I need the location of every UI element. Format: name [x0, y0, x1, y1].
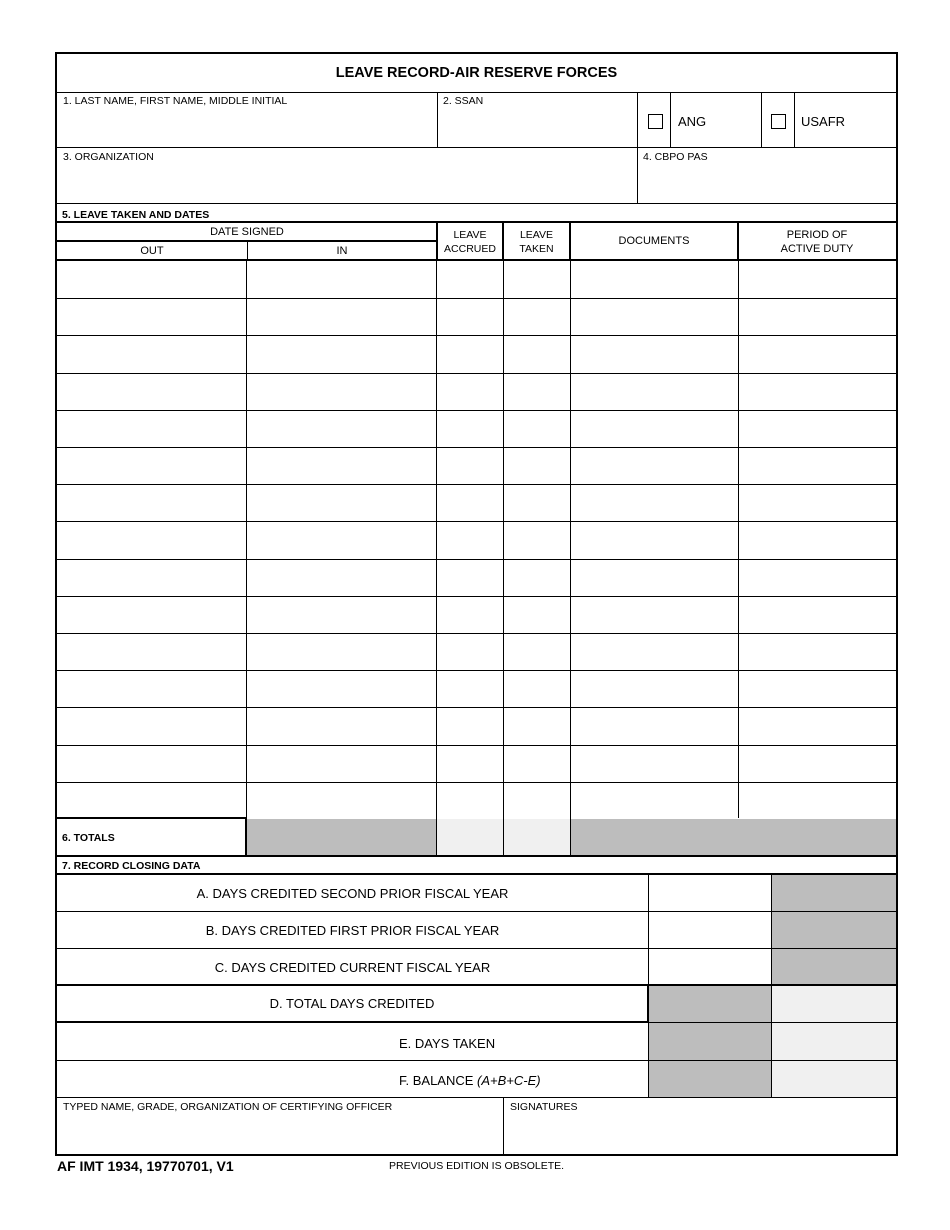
- days-credited-first-prior-value[interactable]: [649, 912, 771, 948]
- documents-cell[interactable]: [571, 261, 738, 297]
- leave-taken-cell[interactable]: [504, 559, 570, 595]
- date-out-cell[interactable]: [57, 335, 246, 371]
- date-out-cell[interactable]: [57, 670, 246, 706]
- days-taken: E. DAYS TAKEN: [399, 1036, 496, 1051]
- days-credited-second-prior-value[interactable]: [649, 875, 771, 911]
- date-out-cell[interactable]: [57, 782, 246, 818]
- leave-accrued-cell[interactable]: [437, 261, 503, 297]
- leave-accrued-cell[interactable]: [437, 596, 503, 632]
- signatures-label: SIGNATURES: [510, 1101, 578, 1113]
- leave-accrued-cell[interactable]: [437, 484, 503, 520]
- leave-accrued-header: LEAVE ACCRUED: [444, 229, 496, 255]
- date-in-cell[interactable]: [247, 559, 436, 595]
- form-id: AF IMT 1934, 19770701, V1: [57, 1158, 234, 1174]
- certifying-officer-label: TYPED NAME, GRADE, ORGANIZATION OF CERTIFYING OFFICER: [63, 1101, 393, 1113]
- period-active-duty-cell[interactable]: [739, 596, 896, 632]
- total-leave-accrued[interactable]: [437, 819, 503, 855]
- period-active-duty-cell[interactable]: [739, 447, 896, 483]
- date-in-cell[interactable]: [247, 410, 436, 446]
- leave-accrued-cell[interactable]: [437, 707, 503, 743]
- leave-accrued-cell[interactable]: [437, 670, 503, 706]
- documents-cell[interactable]: [571, 373, 738, 409]
- period-active-duty-cell[interactable]: [739, 633, 896, 669]
- ssan-field[interactable]: [438, 93, 637, 147]
- date-in-cell[interactable]: [247, 298, 436, 334]
- leave-taken-cell[interactable]: [504, 596, 570, 632]
- documents-cell[interactable]: [571, 410, 738, 446]
- total-days-credited: D. TOTAL DAYS CREDITED: [269, 996, 435, 1011]
- totals-label: 6. TOTALS: [62, 832, 115, 844]
- out-header: OUT: [140, 244, 164, 257]
- balance: F. BALANCE (A+B+C-E): [399, 1073, 541, 1088]
- period-header: PERIOD OF ACTIVE DUTY: [780, 229, 854, 255]
- leave-taken-cell[interactable]: [504, 782, 570, 818]
- ssan-label: 2. SSAN: [443, 95, 484, 107]
- section5-title: 5. LEAVE TAKEN AND DATES: [62, 209, 210, 221]
- balance-value[interactable]: [772, 1061, 896, 1097]
- date-out-cell[interactable]: [57, 484, 246, 520]
- leave-accrued-cell[interactable]: [437, 745, 503, 781]
- leave-taken-cell[interactable]: [504, 261, 570, 297]
- documents-cell[interactable]: [571, 707, 738, 743]
- date-in-cell[interactable]: [247, 373, 436, 409]
- documents-cell[interactable]: [571, 298, 738, 334]
- cbpo-label: 4. CBPO PAS: [643, 151, 708, 163]
- period-active-duty-cell[interactable]: [739, 670, 896, 706]
- certifying-officer-field[interactable]: [57, 1098, 503, 1154]
- section7-title: 7. RECORD CLOSING DATA: [62, 860, 201, 872]
- usafr-checkbox[interactable]: [771, 114, 786, 129]
- signatures-field[interactable]: [504, 1098, 896, 1154]
- organization-label: 3. ORGANIZATION: [63, 151, 154, 163]
- leave-taken-cell[interactable]: [504, 745, 570, 781]
- date-out-cell[interactable]: [57, 261, 246, 297]
- date-out-cell[interactable]: [57, 373, 246, 409]
- days-credited-first-prior: B. DAYS CREDITED FIRST PRIOR FISCAL YEAR: [205, 922, 500, 938]
- leave-taken-cell[interactable]: [504, 633, 570, 669]
- documents-cell[interactable]: [571, 782, 738, 818]
- days-credited-second-prior: A. DAYS CREDITED SECOND PRIOR FISCAL YEAR: [196, 885, 509, 901]
- name-label: 1. LAST NAME, FIRST NAME, MIDDLE INITIAL: [63, 95, 288, 107]
- period-active-duty-cell[interactable]: [739, 745, 896, 781]
- leave-taken-cell[interactable]: [504, 670, 570, 706]
- period-active-duty-cell[interactable]: [739, 559, 896, 595]
- documents-cell[interactable]: [571, 447, 738, 483]
- leave-accrued-cell[interactable]: [437, 373, 503, 409]
- leave-accrued-cell[interactable]: [437, 521, 503, 557]
- in-header: IN: [336, 244, 348, 257]
- date-out-cell[interactable]: [57, 633, 246, 669]
- total-days-credited-value[interactable]: [772, 986, 896, 1023]
- leave-accrued-cell[interactable]: [437, 410, 503, 446]
- period-active-duty-cell[interactable]: [739, 782, 896, 818]
- previous-edition-note: PREVIOUS EDITION IS OBSOLETE.: [389, 1160, 565, 1172]
- date-in-cell[interactable]: [247, 707, 436, 743]
- ang-label: ANG: [678, 114, 707, 129]
- date-in-cell[interactable]: [247, 335, 436, 371]
- leave-accrued-cell[interactable]: [437, 633, 503, 669]
- date-in-cell[interactable]: [247, 745, 436, 781]
- total-leave-taken[interactable]: [504, 819, 570, 855]
- documents-cell[interactable]: [571, 521, 738, 557]
- date-out-cell[interactable]: [57, 447, 246, 483]
- date-in-cell[interactable]: [247, 484, 436, 520]
- cbpo-field[interactable]: [638, 148, 896, 203]
- organization-field[interactable]: [57, 148, 637, 203]
- leave-taken-cell[interactable]: [504, 484, 570, 520]
- date-in-cell[interactable]: [247, 596, 436, 632]
- period-active-duty-cell[interactable]: [739, 484, 896, 520]
- date-out-cell[interactable]: [57, 410, 246, 446]
- days-credited-current: C. DAYS CREDITED CURRENT FISCAL YEAR: [214, 959, 491, 975]
- documents-cell[interactable]: [571, 596, 738, 632]
- leave-taken-cell[interactable]: [504, 373, 570, 409]
- date-out-cell[interactable]: [57, 298, 246, 334]
- period-active-duty-cell[interactable]: [739, 261, 896, 297]
- leave-taken-cell[interactable]: [504, 298, 570, 334]
- date-out-cell[interactable]: [57, 596, 246, 632]
- date-out-cell[interactable]: [57, 559, 246, 595]
- leave-accrued-cell[interactable]: [437, 298, 503, 334]
- period-active-duty-cell[interactable]: [739, 298, 896, 334]
- leave-accrued-cell[interactable]: [437, 335, 503, 371]
- form-title: LEAVE RECORD-AIR RESERVE FORCES: [335, 65, 618, 81]
- date-in-cell[interactable]: [247, 633, 436, 669]
- period-active-duty-cell[interactable]: [739, 410, 896, 446]
- period-active-duty-cell[interactable]: [739, 335, 896, 371]
- documents-header: DOCUMENTS: [618, 235, 690, 247]
- days-taken-value[interactable]: [772, 1023, 896, 1060]
- documents-cell[interactable]: [571, 559, 738, 595]
- period-active-duty-cell[interactable]: [739, 373, 896, 409]
- leave-taken-header: LEAVE TAKEN: [519, 229, 554, 255]
- date-in-cell[interactable]: [247, 261, 436, 297]
- date-signed-header: DATE SIGNED: [210, 225, 284, 238]
- date-in-cell[interactable]: [247, 670, 436, 706]
- leave-taken-cell[interactable]: [504, 707, 570, 743]
- name-field[interactable]: [57, 93, 437, 147]
- usafr-label: USAFR: [801, 114, 846, 129]
- leave-taken-cell[interactable]: [504, 447, 570, 483]
- ang-checkbox[interactable]: [648, 114, 663, 129]
- documents-cell[interactable]: [571, 484, 738, 520]
- leave-taken-cell[interactable]: [504, 521, 570, 557]
- period-active-duty-cell[interactable]: [739, 521, 896, 557]
- leave-accrued-cell[interactable]: [437, 559, 503, 595]
- documents-cell[interactable]: [571, 335, 738, 371]
- date-in-cell[interactable]: [247, 521, 436, 557]
- documents-cell[interactable]: [571, 670, 738, 706]
- period-active-duty-cell[interactable]: [739, 707, 896, 743]
- date-out-cell[interactable]: [57, 707, 246, 743]
- documents-cell[interactable]: [571, 633, 738, 669]
- leave-taken-cell[interactable]: [504, 410, 570, 446]
- leave-accrued-cell[interactable]: [437, 447, 503, 483]
- days-credited-current-value[interactable]: [649, 949, 771, 985]
- date-out-cell[interactable]: [57, 521, 246, 557]
- date-in-cell[interactable]: [247, 447, 436, 483]
- leave-taken-cell[interactable]: [504, 335, 570, 371]
- date-in-cell[interactable]: [247, 782, 436, 818]
- documents-cell[interactable]: [571, 745, 738, 781]
- leave-accrued-cell[interactable]: [437, 782, 503, 818]
- date-out-cell[interactable]: [57, 745, 246, 781]
